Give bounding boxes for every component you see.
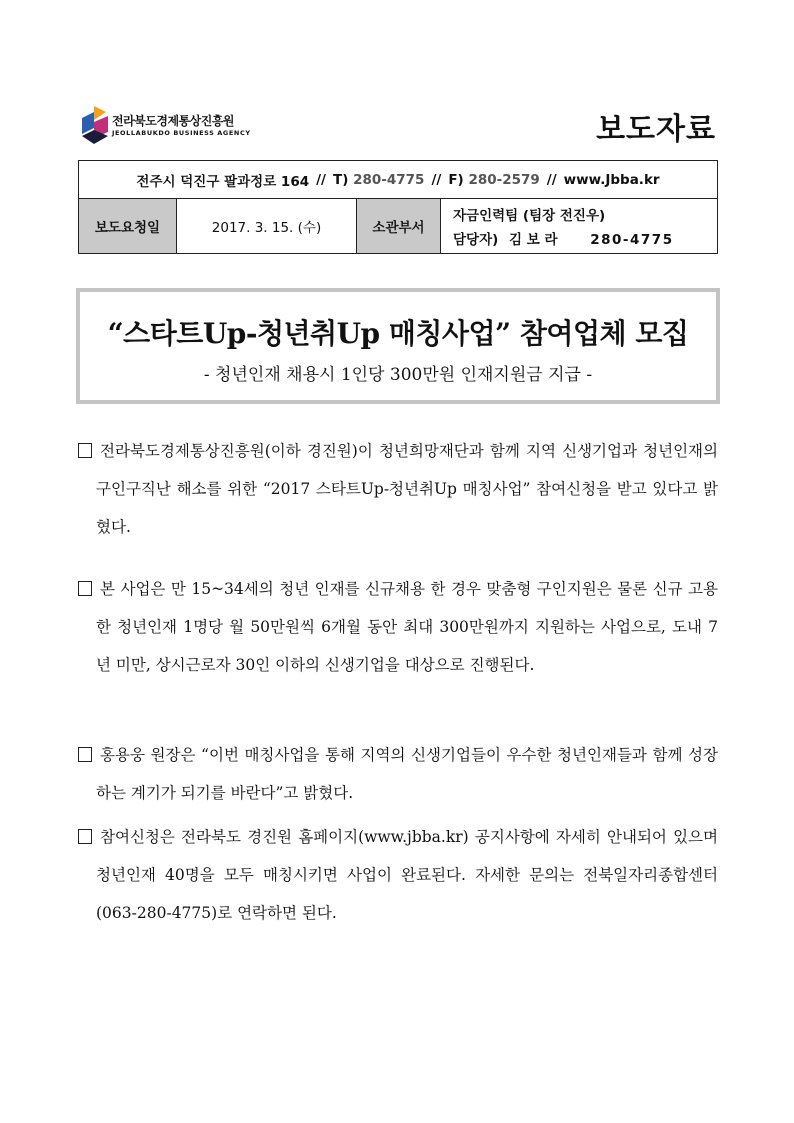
contact-name: 김 보 라	[509, 232, 558, 248]
document-type-title: 보도자료	[596, 112, 716, 147]
bullet-box-icon	[78, 443, 92, 458]
headline-subtitle: - 청년인재 채용시 1인당 300만원 인재지원금 지급 -	[203, 365, 593, 385]
department-info	[441, 199, 717, 253]
headline-title: “스타트Up-청년취Up 매칭사업” 참여업체 모집	[107, 317, 689, 350]
org-name-english: JEOLLABUKDO BUSINESS AGENCY	[112, 129, 251, 137]
paragraph-1	[78, 432, 718, 546]
paragraph-text: 전라북도경제통상진흥원(이하 경진원)이 청년희망재단과 함께 지역 신생기업과 청년인재의 구인구직난 해소를 위한 “2017 스타트Up-청년취Up 매칭사업” 참여신청을 받고 있다고 밝혔다.	[96, 442, 718, 536]
separator: //	[316, 171, 326, 188]
department-team: 자금인력팀 (팀장 전진우)	[453, 208, 606, 224]
headline-box	[76, 288, 720, 404]
bullet-box-icon	[78, 747, 92, 762]
tel-label: T)	[333, 171, 349, 188]
header-info-table	[78, 160, 718, 254]
separator: //	[546, 171, 557, 188]
paragraph-text: 참여신청은 전라북도 경진원 홈페이지(www.jbba.kr) 공지사항에 자세히 안내되어 있으며 청년인재 40명을 모두 매칭시키면 사업이 완료된다. 자세한 문의는 전북일자리종합센터(063-280-4775)로 연락하면 된다.	[96, 828, 718, 922]
org-name: 전라북도경제통상진흥원	[112, 114, 235, 128]
address: 전주시 덕진구 팔과정로 164	[136, 173, 310, 190]
paragraph-3	[78, 736, 718, 812]
contact-row	[79, 161, 717, 199]
paragraph-4	[78, 818, 718, 932]
contact-person	[453, 228, 680, 248]
org-logo	[80, 104, 280, 148]
contact-phone: 280-4775	[590, 232, 674, 248]
paragraph-text: 홍용웅 원장은 “이번 매칭사업을 통해 지역의 신생기업들이 우수한 청년인재들과 함께 성장하는 계기가 되기를 바란다”고 밝혔다.	[96, 746, 718, 802]
department-label: 소관부서	[357, 199, 441, 253]
paragraph-2	[78, 570, 718, 684]
separator: //	[431, 171, 442, 188]
release-date: 2017. 3. 15. (수)	[177, 199, 357, 253]
org-logo-icon	[80, 104, 110, 148]
fax-label: F)	[448, 171, 464, 188]
contact-label: 담당자)	[453, 232, 499, 248]
bullet-box-icon	[78, 829, 92, 844]
fax-number: 280-2579	[468, 171, 540, 188]
release-date-label: 보도요청일	[79, 199, 177, 253]
tel-number: 280-4775	[353, 171, 425, 188]
bullet-box-icon	[78, 581, 92, 596]
paragraph-text: 본 사업은 만 15~34세의 청년 인재를 신규채용 한 경우 맞춤형 구인지원은 물론 신규 고용한 청년인재 1명당 월 50만원씩 6개월 동안 최대 300만원까지 지원하는 사업으로, 도내 7년 미만, 상시근로자 30인 이하의 신생기업을 대상으로 진행된다.	[96, 580, 718, 674]
website: www.Jbba.kr	[563, 171, 660, 188]
